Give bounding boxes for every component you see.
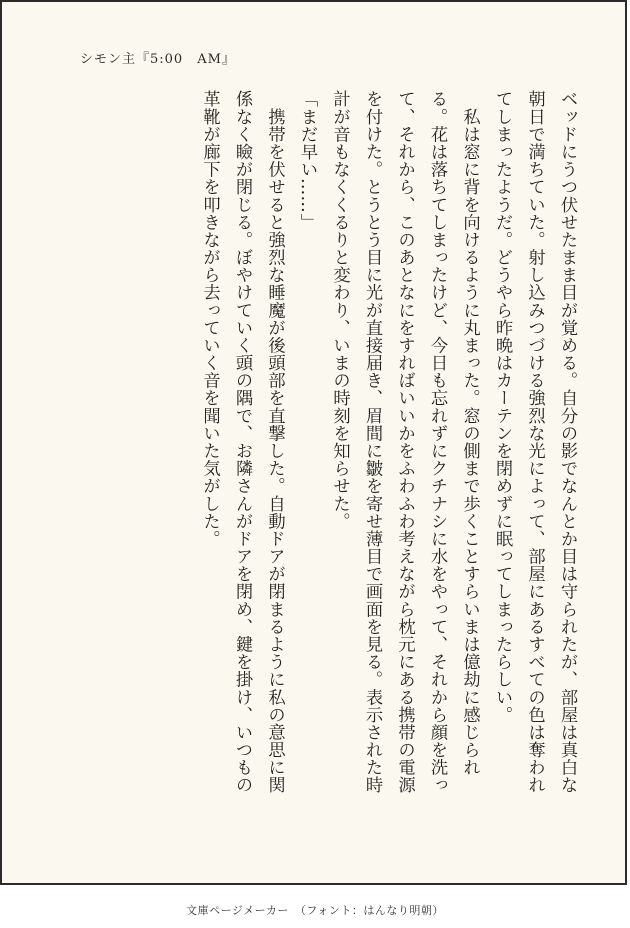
paragraph-2: 私は窓に背を向けるように丸まった。窓の側まで歩くことすらいまは億劫に感じられる。花は落ちてしまったけど、今日も忘れずにクチナシに水をやって、それから顔を洗って、それから、このあとなにをすればいいかをふわふわ考えながら枕元にある携帯の電源を付けた。とうとう目に光が直接届き、眉間に皺を寄せ薄目で画面を見る。表示された時計が音もなくくるりと変わり、いまの時刻を知らせた。 [329, 90, 480, 794]
page-header-title: シモン主『5:00 AM』 [80, 52, 236, 67]
paragraph-3-dialogue: 「まだ早い……」 [297, 90, 317, 231]
paragraph-4: 携帯を伏せると強烈な睡魔が後頭部を直撃した。自動ドアが閉まるように私の意思に関係なく瞼が閉じる。ぼやけていく頭の隅で、お隣さんがドアを閉め、鍵を掛け、いつもの革靴が廊下を叩きながら去っていく音を聞いた気がした。 [199, 90, 285, 794]
paragraph-1: ベッドにうつ伏せたまま目が覚める。自分の影でなんとか目は守られたが、部屋は真白な朝日で満ちていた。射し込みつづける強烈な光によって、部屋にあるすべての色は奪われてしまったようだ。どうやら昨晩はカーテンを閉めずに眠ってしまったらしい。 [492, 90, 577, 794]
vertical-body-text [193, 90, 583, 810]
footer-credit: 文庫ページメーカー （フォント：はんなり明朝） [186, 904, 444, 917]
